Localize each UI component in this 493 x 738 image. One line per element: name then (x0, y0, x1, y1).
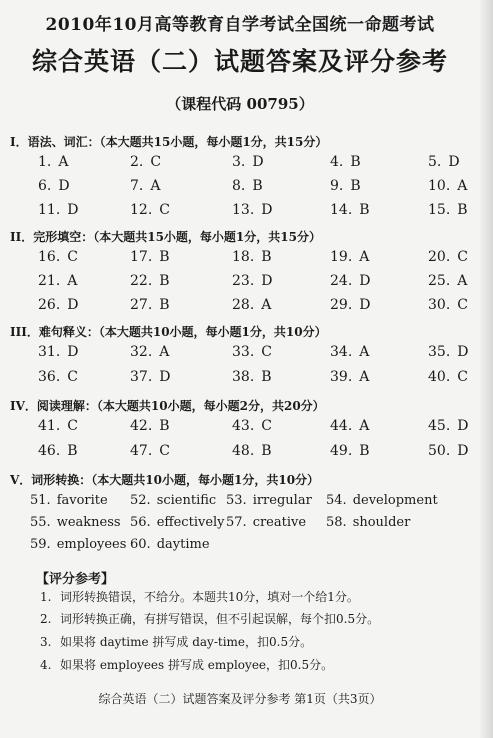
answer-letter: B (159, 418, 170, 434)
note-text: 如果将 employees 拼写成 employee，扣0.5分。 (60, 658, 334, 672)
question-number: 3. (232, 154, 246, 170)
answer-letter: D (261, 273, 273, 289)
answer-letter: D (58, 178, 70, 194)
word-answer-item (30, 537, 126, 552)
question-number: 15. (428, 202, 451, 218)
question-number: 1. (38, 154, 52, 170)
note-text: 如果将 daytime 拼写成 day-time，扣0.5分。 (60, 635, 313, 649)
answer-letter: C (457, 249, 468, 265)
question-number: 57. (226, 515, 247, 530)
word-answer-item (30, 515, 121, 530)
answer-letter: B (261, 369, 272, 385)
grading-note (40, 588, 359, 605)
answer-letter: D (159, 369, 171, 385)
question-number: 50. (428, 443, 451, 459)
section-heading: V．词形转换：（本大题共10小题，每小题1分，共10分） (10, 473, 320, 487)
answer-item (130, 154, 161, 170)
question-number: 29. (330, 297, 353, 313)
answer-item (330, 369, 369, 385)
answer-item (330, 249, 369, 265)
answer-word: weakness (56, 515, 121, 530)
word-answer-item (326, 493, 438, 508)
note-number: 4. (40, 658, 52, 672)
answer-item (428, 418, 469, 434)
question-number: 7. (130, 178, 144, 194)
question-number: 31. (38, 344, 61, 360)
answer-item (232, 178, 263, 194)
answer-item (330, 443, 370, 459)
answer-letter: A (359, 418, 370, 434)
answer-letter: B (252, 178, 263, 194)
answer-letter: D (261, 202, 273, 218)
answer-item (38, 418, 78, 434)
answer-word: development (352, 493, 438, 508)
answer-letter: A (58, 154, 69, 170)
question-number: 49. (330, 443, 353, 459)
question-number: 12. (130, 202, 153, 218)
answer-item (232, 154, 264, 170)
answer-word: effectively (156, 515, 225, 530)
exam-title: 2010年10月高等教育自学考试全国统一命题考试 (45, 15, 435, 35)
question-number: 45. (428, 418, 451, 434)
answer-letter: C (261, 418, 272, 434)
question-number: 6. (38, 178, 52, 194)
answer-item (38, 154, 68, 170)
question-number: 11. (38, 202, 61, 218)
word-answer-item (326, 515, 410, 530)
answer-letter: A (359, 249, 370, 265)
answer-letter: A (261, 297, 272, 313)
answer-letter: D (67, 202, 79, 218)
question-number: 22. (130, 273, 153, 289)
question-number: 46. (38, 443, 61, 459)
answer-item (38, 443, 78, 459)
answer-item (330, 202, 370, 218)
word-answer-item (30, 493, 108, 508)
section-heading: I．语法、词汇：（本大题共15小题，每小题1分，共15分） (10, 135, 328, 149)
question-number: 23. (232, 273, 255, 289)
answer-item (330, 273, 371, 289)
section-heading: III．难句释义：（本大题共10小题，每小题1分，共10分） (10, 325, 327, 339)
answer-word: shoulder (352, 515, 411, 530)
answer-letter: C (159, 202, 170, 218)
note-text: 词形转换错误，不给分。本题共10分，填对一个给1分。 (60, 590, 359, 604)
answer-item (232, 202, 273, 218)
answer-item (428, 249, 468, 265)
answer-item (38, 297, 79, 313)
word-answer-item (226, 515, 306, 530)
answer-item (130, 273, 170, 289)
answer-item (428, 202, 468, 218)
question-number: 4. (330, 154, 344, 170)
question-number: 41. (38, 418, 61, 434)
answer-letter: C (261, 344, 272, 360)
answer-letter: B (261, 249, 272, 265)
answer-item (428, 154, 460, 170)
note-number: 1. (40, 590, 52, 604)
course-code: （课程代码 00795） (166, 95, 314, 113)
question-number: 54. (326, 493, 347, 508)
answer-item (232, 344, 272, 360)
answer-letter: C (150, 154, 162, 170)
answer-item (330, 344, 369, 360)
answer-item (428, 344, 469, 360)
note-number: 3. (40, 635, 52, 649)
word-answer-item (130, 493, 216, 508)
answer-letter: B (359, 443, 370, 459)
answer-letter: D (359, 297, 371, 313)
answer-item (428, 443, 469, 459)
answer-item (232, 249, 272, 265)
question-number: 8. (232, 178, 246, 194)
question-number: 10. (428, 178, 451, 194)
answer-letter: D (67, 344, 79, 360)
grading-note (40, 656, 333, 673)
question-number: 34. (330, 344, 353, 360)
answer-item (130, 202, 170, 218)
answer-letter: C (67, 418, 78, 434)
question-number: 9. (330, 178, 344, 194)
answer-letter: D (252, 154, 264, 170)
question-number: 47. (130, 443, 153, 459)
answer-letter: C (457, 297, 468, 313)
question-number: 17. (130, 249, 153, 265)
question-number: 48. (232, 443, 255, 459)
grading-title: 【评分参考】 (36, 572, 115, 587)
question-number: 16. (38, 249, 61, 265)
answer-item (130, 297, 170, 313)
question-number: 56. (130, 515, 151, 530)
answer-word: employees (56, 537, 127, 552)
answer-item (130, 344, 169, 360)
question-number: 19. (330, 249, 353, 265)
answer-item (330, 418, 369, 434)
answer-item (232, 369, 272, 385)
answer-letter: B (159, 273, 170, 289)
answer-letter: C (67, 369, 78, 385)
answer-letter: A (457, 178, 468, 194)
question-number: 32. (130, 344, 153, 360)
answer-word: irregular (252, 493, 312, 508)
question-number: 5. (428, 154, 442, 170)
answer-item (330, 297, 371, 313)
question-number: 60. (130, 537, 151, 552)
answer-letter: B (159, 297, 170, 313)
answer-letter: A (359, 369, 370, 385)
answer-item (130, 443, 170, 459)
grading-note (40, 633, 312, 650)
answer-letter: C (159, 443, 170, 459)
answer-letter: A (67, 273, 78, 289)
question-number: 33. (232, 344, 255, 360)
answer-item (428, 297, 468, 313)
answer-letter: C (67, 249, 78, 265)
answer-item (232, 273, 273, 289)
answer-letter: B (359, 202, 370, 218)
answer-item (38, 273, 77, 289)
answer-item (232, 443, 272, 459)
question-number: 25. (428, 273, 451, 289)
answer-item (130, 369, 171, 385)
question-number: 2. (130, 154, 144, 170)
note-number: 2. (40, 612, 52, 626)
question-number: 44. (330, 418, 353, 434)
answer-letter: A (359, 344, 370, 360)
answer-letter: C (457, 369, 468, 385)
answer-item (130, 249, 170, 265)
question-number: 27. (130, 297, 153, 313)
answer-item (428, 178, 467, 194)
question-number: 30. (428, 297, 451, 313)
question-number: 24. (330, 273, 353, 289)
question-number: 18. (232, 249, 255, 265)
question-number: 42. (130, 418, 153, 434)
answer-item (232, 297, 271, 313)
answer-letter: D (457, 344, 469, 360)
question-number: 51. (30, 493, 51, 508)
answer-word: creative (252, 515, 307, 530)
question-number: 13. (232, 202, 255, 218)
question-number: 52. (130, 493, 151, 508)
note-text: 词形转换正确，有拼写错误，但不引起误解，每个扣0.5分。 (60, 612, 380, 626)
answer-item (130, 178, 160, 194)
question-number: 38. (232, 369, 255, 385)
answer-item (428, 369, 468, 385)
question-number: 59. (30, 537, 51, 552)
question-number: 21. (38, 273, 61, 289)
grading-note (40, 610, 379, 627)
question-number: 39. (330, 369, 353, 385)
answer-item (232, 418, 272, 434)
question-number: 43. (232, 418, 255, 434)
answer-item (330, 154, 361, 170)
answer-letter: B (350, 154, 361, 170)
answer-letter: D (448, 154, 460, 170)
word-answer-item (130, 515, 225, 530)
question-number: 35. (428, 344, 451, 360)
section-heading: II．完形填空：（本大题共15小题，每小题1分，共15分） (10, 230, 321, 244)
answer-item (38, 344, 79, 360)
answer-letter: B (261, 443, 272, 459)
answer-letter: B (159, 249, 170, 265)
question-number: 14. (330, 202, 353, 218)
answer-item (130, 418, 170, 434)
answer-item (38, 369, 78, 385)
answer-word: scientific (156, 493, 217, 508)
answer-item (38, 249, 78, 265)
answer-letter: D (457, 418, 469, 434)
word-answer-item (226, 493, 312, 508)
answer-word: daytime (156, 537, 210, 552)
question-number: 28. (232, 297, 255, 313)
answer-letter: B (350, 178, 361, 194)
question-number: 26. (38, 297, 61, 313)
question-number: 37. (130, 369, 153, 385)
question-number: 20. (428, 249, 451, 265)
answer-item (428, 273, 467, 289)
answer-letter: A (150, 178, 161, 194)
question-number: 58. (326, 515, 347, 530)
answer-letter: D (359, 273, 371, 289)
answer-letter: A (457, 273, 468, 289)
question-number: 53. (226, 493, 247, 508)
answer-letter: D (67, 297, 79, 313)
document-title: 综合英语（二）试题答案及评分参考 (31, 47, 448, 76)
section-heading: IV．阅读理解：（本大题共10小题，每小题2分，共20分） (10, 399, 325, 413)
answer-letter: B (457, 202, 468, 218)
answer-item (38, 178, 70, 194)
answer-word: favorite (56, 493, 108, 508)
answer-letter: A (159, 344, 170, 360)
answer-item (330, 178, 361, 194)
answer-letter: B (67, 443, 78, 459)
word-answer-item (130, 537, 210, 552)
page-footer: 综合英语（二）试题答案及评分参考 第1页（共3页） (98, 692, 382, 706)
question-number: 40. (428, 369, 451, 385)
page-edge-shadow (479, 0, 493, 738)
question-number: 36. (38, 369, 61, 385)
answer-letter: D (457, 443, 469, 459)
answer-item (38, 202, 79, 218)
question-number: 55. (30, 515, 51, 530)
